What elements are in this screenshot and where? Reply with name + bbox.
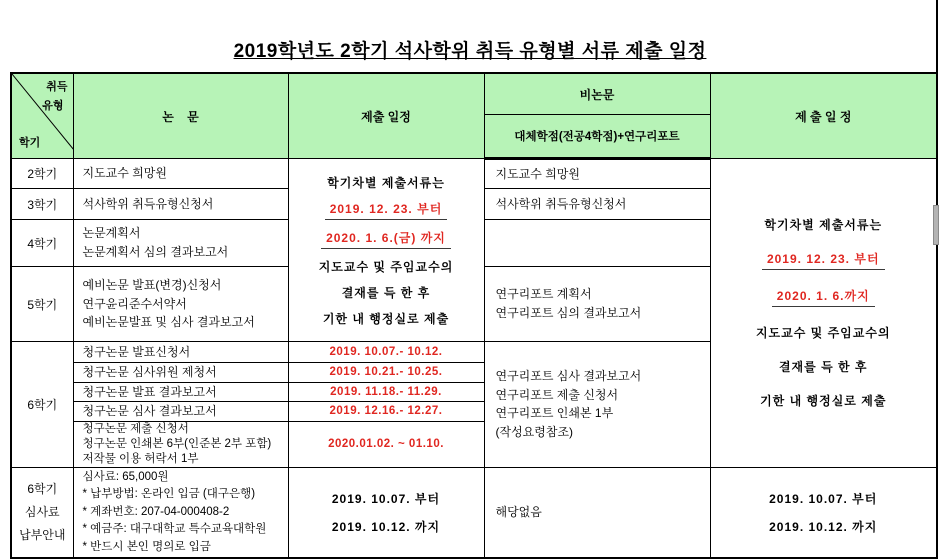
nonthesis-schedule-line5: 결재를 득 한 후: [778, 360, 868, 375]
thesis-schedule-line6: 기한 내 행정실로 제출: [322, 311, 450, 326]
sem4-thesis-doc: [73, 220, 288, 267]
sem6-label: 6학기: [11, 342, 73, 468]
sem5-thesis-doc-line3: 예비논문발표 및 심사 결과보고서: [82, 315, 255, 330]
fee-detail-line3: * 계좌번호: 207-04-000408-2: [82, 505, 230, 518]
thesis-schedule-date-from: 2019. 12. 23. 부터: [325, 200, 448, 220]
header-acquire-type-line1: 취득: [46, 81, 68, 93]
header-semester-label: 학기: [19, 136, 41, 149]
sem6-sub5-doc: [73, 421, 288, 467]
sem4-thesis-doc-line1: 논문계획서: [82, 226, 141, 241]
fee-label-line3: 납부안내: [19, 527, 66, 542]
fee-thesis-date-to: 2019. 10.12. 까지: [331, 520, 441, 535]
sem6-sub3-doc: 청구논문 발표 결과보고서: [73, 382, 288, 402]
sem5-nonthesis-doc-line2: 연구리포트 심의 결과보고서: [495, 306, 642, 320]
header-acquire-type-line2: 유형: [42, 100, 64, 112]
fee-thesis-date-from: 2019. 10.07. 부터: [331, 492, 441, 507]
sem6-sub5-doc-line3: 저작물 이용 허락서 1부: [82, 452, 199, 465]
sem5-thesis-doc-line1: 예비논문 발표(변경)신청서: [82, 278, 222, 293]
nonthesis-schedule-date-to: 2020. 1. 6.까지: [772, 287, 875, 307]
sem6-sub3-date: 2019. 11.18.- 11.29.: [288, 382, 484, 402]
sem5-nonthesis-doc-line1: 연구리포트 계획서: [495, 287, 592, 302]
nonthesis-schedule-line4: 지도교수 및 주임교수의: [755, 326, 891, 341]
thesis-schedule-line5: 결재를 득 한 후: [341, 285, 431, 300]
sem3-label: 3학기: [11, 189, 73, 220]
sem6-sub1-doc: 청구논문 발표신청서: [73, 342, 288, 363]
nonthesis-schedule-cell: [710, 159, 937, 468]
header-schedule-nonthesis: 제 출 일 정: [710, 73, 937, 159]
sem6-sub2-date: 2019. 10.21.- 10.25.: [288, 363, 484, 383]
fee-nonthesis-date-from: 2019. 10.07. 부터: [769, 492, 878, 507]
sem2-nonthesis-doc: 지도교수 희망원: [484, 159, 710, 189]
submission-schedule-table: [10, 72, 938, 559]
fee-label-line1: 6학기: [27, 482, 58, 497]
fee-thesis-schedule: [288, 467, 484, 558]
fee-nonthesis-date-to: 2019. 10.12. 까지: [769, 520, 878, 535]
sem5-nonthesis-doc: [484, 267, 710, 342]
vertical-scrollbar-thumb[interactable]: [933, 205, 939, 245]
sem2-label: 2학기: [11, 159, 73, 189]
sem6-sub5-doc-line1: 청구논문 제출 신청서: [82, 422, 189, 435]
header-nonthesis: 비논문: [484, 73, 710, 115]
header-thesis: 논 문: [73, 73, 288, 159]
sem6-sub5-doc-line2: 청구논문 인쇄본 6부(인준본 2부 포함): [82, 437, 272, 450]
fee-detail-line1: 심사료: 65,000원: [82, 470, 169, 483]
sem6-nonthesis-line4: (작성요령참조): [495, 424, 574, 439]
fee-nonthesis-schedule: [710, 467, 937, 558]
sem4-label: 4학기: [11, 220, 73, 267]
sem3-nonthesis-doc: 석사학위 취득유형신청서: [484, 189, 710, 220]
sem4-thesis-doc-line2: 논문계획서 심의 결과보고서: [82, 245, 229, 259]
sem3-thesis-doc: 석사학위 취득유형신청서: [73, 189, 288, 220]
sem6-sub1-date: 2019. 10.07.- 10.12.: [288, 342, 484, 363]
fee-detail-line4: * 예금주: 대구대학교 특수교육대학원: [82, 523, 267, 536]
sem5-label: 5학기: [11, 267, 73, 342]
sem6-nonthesis-line1: 연구리포트 심사 결과보고서: [495, 369, 642, 384]
sem2-thesis-doc: 지도교수 희망원: [73, 159, 288, 189]
sem6-nonthesis-line3: 연구리포트 인쇄본 1부: [495, 406, 614, 421]
nonthesis-schedule-line6: 기한 내 행정실로 제출: [760, 394, 887, 409]
sem6-sub4-date: 2019. 12.16.- 12.27.: [288, 402, 484, 422]
fee-nonthesis: 해당없음: [484, 467, 710, 558]
thesis-schedule-line4: 지도교수 및 주임교수의: [318, 259, 454, 274]
sem4-nonthesis-doc: [484, 220, 710, 267]
fee-detail-line5: * 반드시 본인 명의로 입금: [82, 540, 211, 553]
header-corner-cell: [11, 73, 73, 159]
thesis-schedule-cell: [288, 159, 484, 342]
fee-details: [73, 467, 288, 558]
fee-label: [11, 467, 73, 558]
fee-label-line2: 심사료: [24, 505, 60, 520]
thesis-schedule-line1: 학기차별 제출서류는: [327, 175, 445, 190]
sem6-sub5-date: 2020.01.02. ~ 01.10.: [288, 421, 484, 467]
sem6-nonthesis-line2: 연구리포트 제출 신청서: [495, 387, 619, 402]
window-right-edge: [936, 0, 938, 553]
page-title: 2019학년도 2학기 석사학위 취득 유형별 서류 제출 일정: [233, 41, 707, 62]
thesis-schedule-date-to: 2020. 1. 6.(금) 까지: [321, 229, 451, 249]
header-nonthesis-sub: 대체학점(전공4학점)+연구리포트: [484, 115, 710, 159]
nonthesis-schedule-line1: 학기차별 제출서류는: [764, 218, 883, 233]
header-schedule-thesis: 제출 일정: [288, 73, 484, 159]
sem6-sub2-doc: 청구논문 심사위원 제청서: [73, 363, 288, 383]
sem6-sub4-doc: 청구논문 심사 결과보고서: [73, 402, 288, 422]
fee-detail-line2: * 납부방법: 온라인 입금 (대구은행): [82, 488, 256, 501]
nonthesis-schedule-date-from: 2019. 12. 23. 부터: [762, 250, 885, 270]
sem5-thesis-doc-line2: 연구윤리준수서약서: [82, 296, 187, 311]
sem5-thesis-doc: [73, 267, 288, 342]
sem6-nonthesis-doc: [484, 342, 710, 468]
